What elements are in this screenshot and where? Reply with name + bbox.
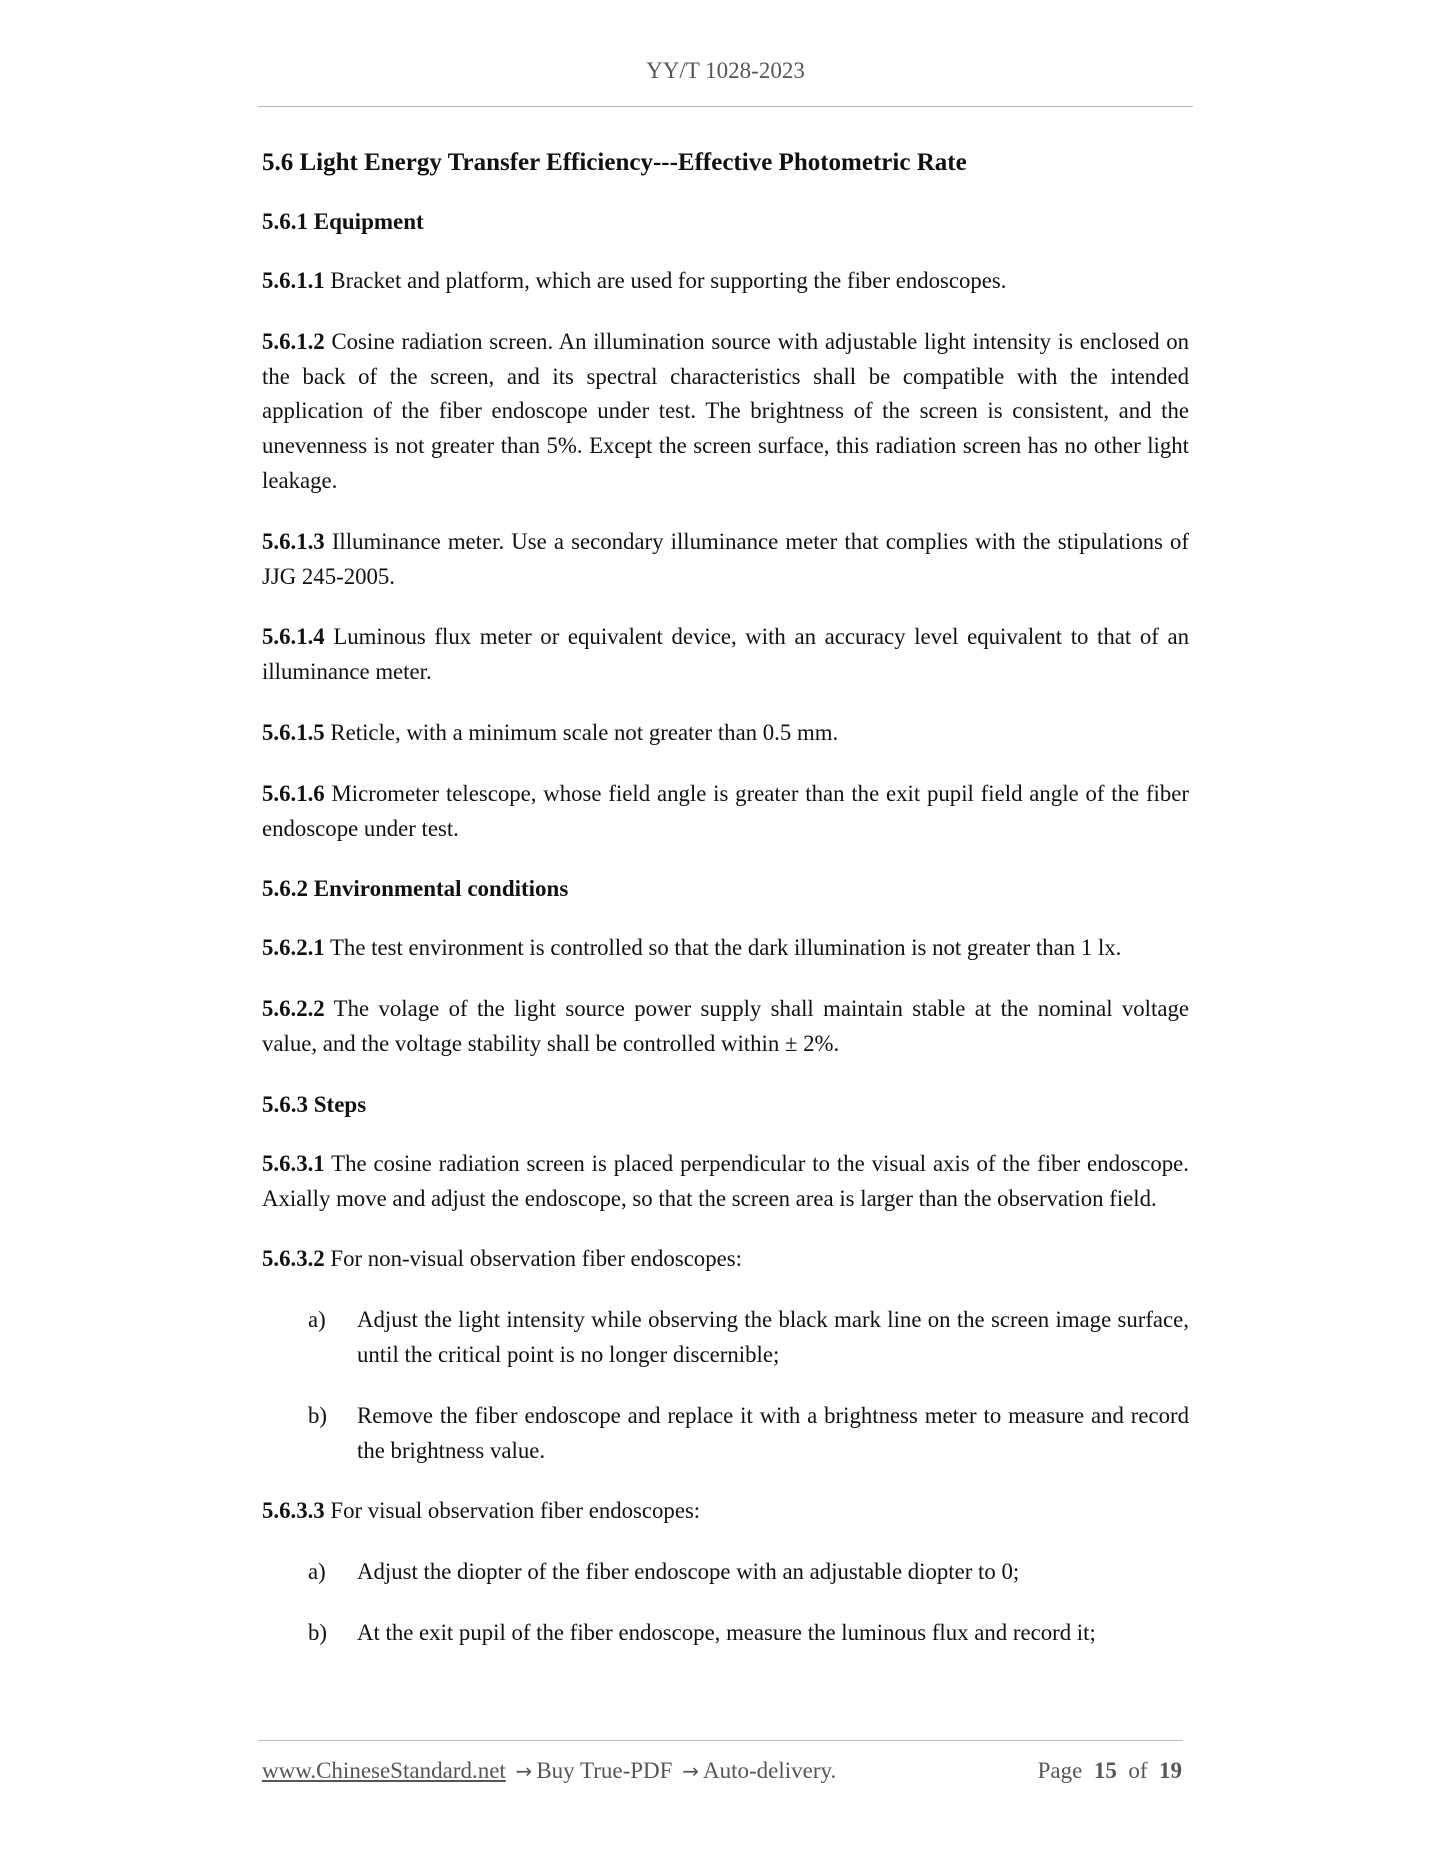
list-marker: a) (308, 1307, 326, 1333)
list-item (262, 1399, 1189, 1469)
arrow-right-icon: → (515, 1759, 533, 1783)
clause-number: 5.6.1.4 (262, 624, 325, 650)
clause-5-6-2-2 (262, 992, 1189, 1062)
subsection-title-steps: 5.6.3 Steps (262, 1091, 367, 1117)
clause-5-6-1-6 (262, 777, 1189, 847)
clause-text: Luminous flux meter or equivalent device, with an accuracy level equivalent to that of an illuminance meter. (262, 624, 1189, 685)
clause-number: 5.6.1.1 (262, 268, 325, 293)
list-item-text: Adjust the diopter of the fiber endoscope with an adjustable diopter to 0; (357, 1559, 1020, 1585)
clause-5-6-1-5 (262, 716, 1189, 751)
clause-5-6-1-3 (262, 525, 1189, 595)
clause-number: 5.6.2.1 (262, 935, 325, 961)
header-title: YY/T 1028-2023 (646, 58, 805, 83)
clause-5-6-1-4 (262, 620, 1189, 690)
clause-number: 5.6.1.5 (262, 719, 325, 745)
clause-text: The test environment is controlled so that the dark illumination is not greater than 1 lx. (330, 935, 1122, 961)
subsection-title-equipment: 5.6.1 Equipment (262, 209, 424, 234)
list-item-text: Remove the fiber endoscope and replace it with a brightness meter to measure and record the brightness value. (357, 1402, 1189, 1463)
list-item-text: Adjust the light intensity while observing the black mark line on the screen image surface, until the critical point is no longer discernible; (357, 1307, 1189, 1367)
clause-text: Micrometer telescope, whose field angle is greater than the exit pupil field angle of the fiber endoscope under test. (262, 780, 1189, 841)
page-total: 19 (1159, 1758, 1182, 1783)
buy-pdf-text: Buy True-PDF (536, 1758, 673, 1783)
arrow-right-icon: → (682, 1759, 699, 1783)
clause-text: Illuminance meter. Use a secondary illuminance meter that complies with the stipulations of JJG 245-2005. (262, 528, 1189, 589)
clause-number: 5.6.1.6 (262, 780, 325, 806)
auto-delivery-text: Auto-delivery. (702, 1758, 837, 1783)
list-item (262, 1555, 1189, 1590)
clause-text: Reticle, with a minimum scale not greater than 0.5 mm. (330, 719, 839, 745)
clause-number: 5.6.3.1 (262, 1150, 325, 1176)
clause-5-6-3-1 (262, 1147, 1189, 1217)
clause-number: 5.6.1.2 (262, 328, 325, 354)
clause-number: 5.6.1.3 (262, 528, 325, 554)
website-link[interactable]: www.ChineseStandard.net (262, 1758, 506, 1783)
subsection-title-environmental-conditions: 5.6.2 Environmental conditions (262, 876, 569, 902)
footer-divider (258, 1740, 1183, 1741)
clause-text: Bracket and platform, which are used for supporting the fiber endoscopes. (330, 268, 1007, 293)
clause-text: The cosine radiation screen is placed perpendicular to the visual axis of the fiber endoscope. Axially move and adjust the endoscope, so that the screen area is larger than the observation field. (262, 1150, 1189, 1211)
page-indicator (1038, 1758, 1182, 1784)
list-item (262, 1303, 1189, 1373)
page-label: Page (1037, 1758, 1083, 1783)
clause-5-6-2-1 (262, 931, 1189, 966)
header-divider (258, 106, 1193, 107)
list-marker: a) (308, 1559, 326, 1585)
page-content (262, 146, 1189, 1677)
page-number: 15 (1093, 1758, 1117, 1783)
list-visual-steps (262, 1555, 1189, 1651)
page-of-label: of (1128, 1758, 1148, 1783)
footer-left (262, 1758, 836, 1784)
clause-5-6-1-2 (262, 325, 1189, 499)
list-marker: b) (308, 1402, 327, 1428)
clause-5-6-1-1 (262, 264, 1189, 299)
clause-5-6-3-2 (262, 1242, 1189, 1277)
list-non-visual-steps (262, 1303, 1189, 1468)
clause-text: For non-visual observation fiber endoscopes: (330, 1246, 742, 1272)
footer (262, 1758, 1182, 1784)
list-marker: b) (308, 1619, 327, 1645)
clause-number: 5.6.3.3 (262, 1498, 325, 1524)
clause-number: 5.6.3.2 (262, 1246, 325, 1272)
clause-text: The volage of the light source power supply shall maintain stable at the nominal voltage value, and the voltage stability shall be controlled within ± 2%. (262, 996, 1189, 1056)
clause-text: Cosine radiation screen. An illumination source with adjustable light intensity is enclosed on the back of the screen, and its spectral characteristics shall be compatible with the intended application of the fiber endoscope under test. The brightness of the screen is consistent, and the unevenness is not greater than 5%. Except the screen surface, this radiation screen has no other light leakage. (262, 328, 1190, 493)
clause-5-6-3-3 (262, 1494, 1189, 1529)
section-title: 5.6 Light Energy Transfer Efficiency---Effective Photometric Rate (262, 149, 967, 176)
list-item (262, 1616, 1189, 1651)
clause-number: 5.6.2.2 (262, 996, 325, 1022)
list-item-text: At the exit pupil of the fiber endoscope, measure the luminous flux and record it; (357, 1619, 1096, 1645)
clause-text: For visual observation fiber endoscopes: (330, 1498, 701, 1524)
